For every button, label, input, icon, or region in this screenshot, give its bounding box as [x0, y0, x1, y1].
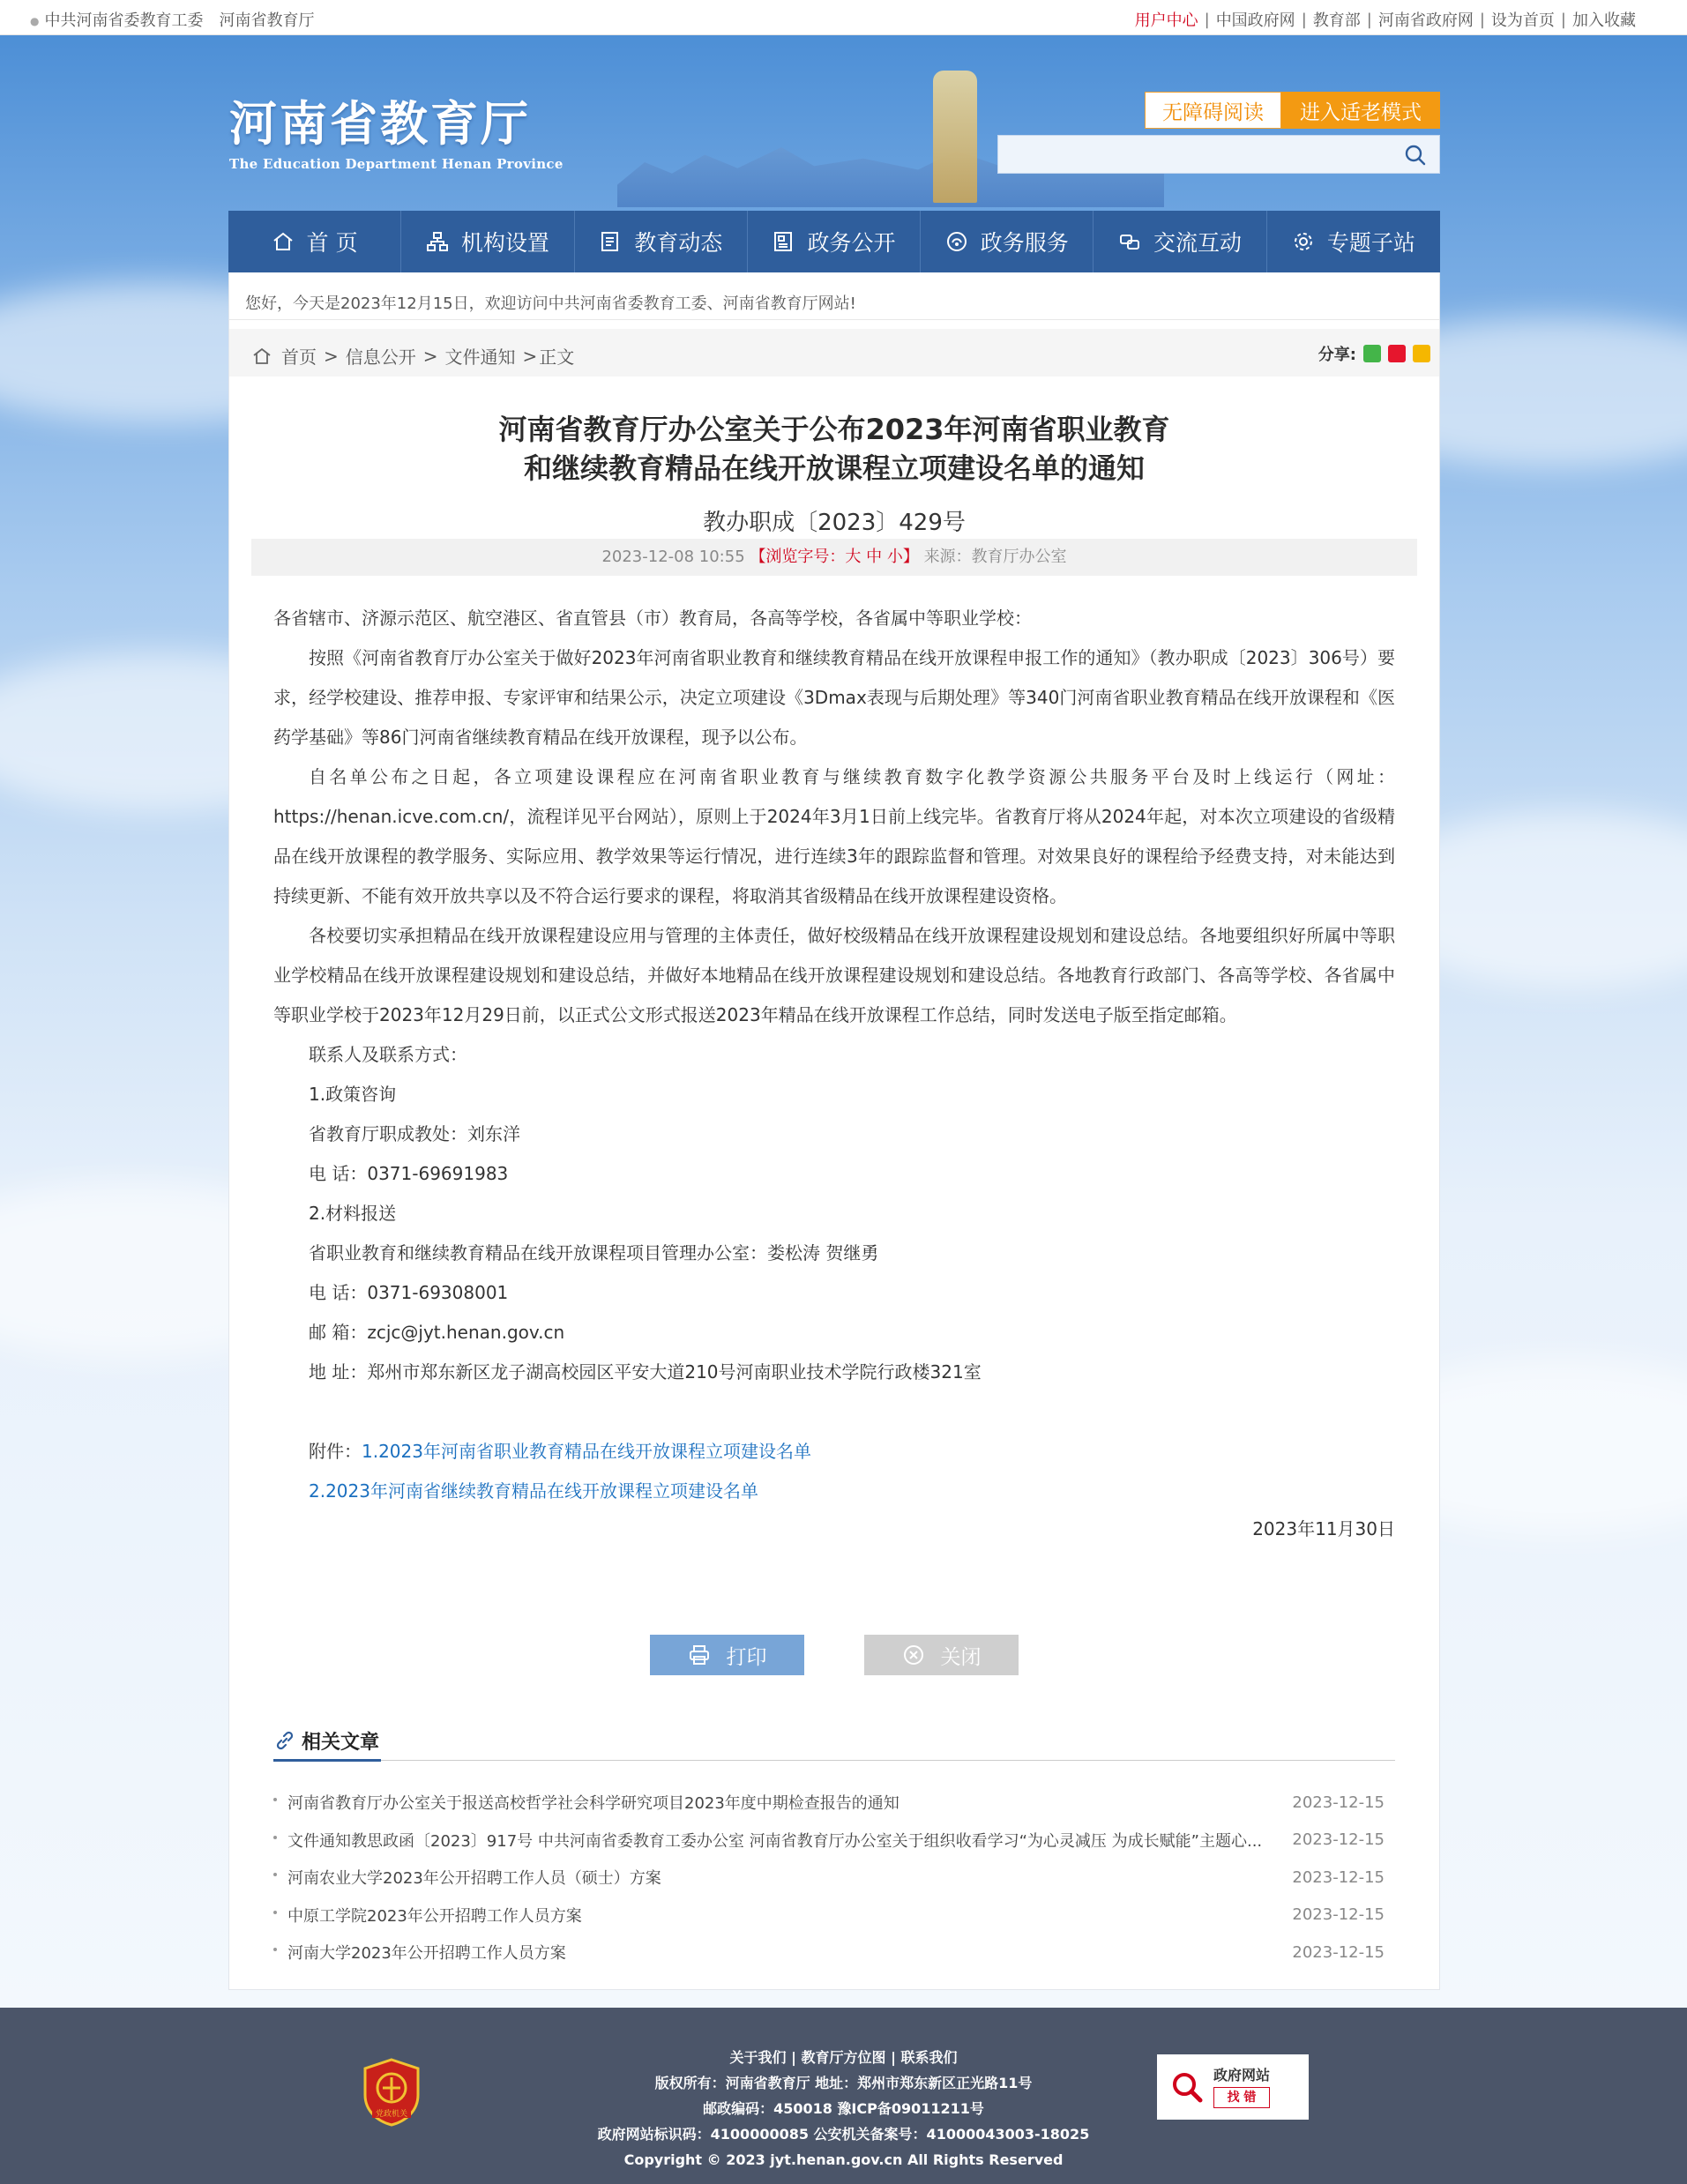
location-map-link[interactable]: 教育厅方位图	[801, 2049, 886, 2066]
moe-link[interactable]: 教育部	[1312, 11, 1361, 30]
printer-icon	[688, 1644, 711, 1666]
attachment-link-2[interactable]: 2.2023年河南省继续教育精品在线开放课程立项建设名单	[309, 1480, 758, 1502]
nav-topics[interactable]: 专题子站	[1267, 211, 1440, 272]
user-center-link[interactable]: 用户中心	[1134, 11, 1198, 30]
nav-gov-service[interactable]: 政务服务	[921, 211, 1094, 272]
contact-us-link[interactable]: 联系我们	[900, 2049, 958, 2066]
site-footer	[0, 2008, 1687, 2184]
signature-date: 2023年11月30日	[1252, 1518, 1395, 1539]
related-title[interactable]: 河南省教育厅办公室关于报送高校哲学社会科学研究项目2023年度中期检查报告的通知	[273, 1791, 899, 1814]
weibo-share-icon[interactable]	[1388, 345, 1406, 362]
related-articles-header	[273, 1722, 1395, 1761]
contact-heading: 联系人及联系方式：	[309, 1044, 467, 1065]
share-label: 分享:	[1318, 346, 1356, 364]
home-icon	[272, 230, 295, 253]
footer-links: 关于我们 | 教育厅方位图 | 联系我们	[729, 2049, 958, 2066]
contact-line: 1.政策咨询	[309, 1084, 397, 1105]
topbar-left	[30, 8, 314, 31]
related-articles-list	[273, 1784, 1395, 1972]
related-title[interactable]: 文件通知教思政函〔2023〕917号 中共河南省委教育工委办公室 河南省教育厅办公室关于组织收看学习“为心灵减压 为成长赋能”主题心...	[273, 1829, 1262, 1852]
contact-line: 电 话：0371-69691983	[309, 1163, 509, 1184]
topbar-link-party[interactable]: ● 中共河南省委教育工委	[30, 11, 204, 30]
magnifier-icon	[1169, 2069, 1205, 2105]
article-body	[273, 599, 1395, 1547]
list-item[interactable]	[273, 1822, 1395, 1860]
contact-line: 2.材料报送	[309, 1203, 397, 1224]
search-icon[interactable]	[1404, 144, 1427, 167]
topbar-right: 用户中心 | 中国政府网 | 教育部 | 河南省政府网 | 设为首页 | 加入收藏	[1135, 8, 1636, 31]
paragraph: 按照《河南省教育厅办公室关于做好2023年河南省职业教育和继续教育精品在线开放课程申报工作的通知》（教办职成〔2023〕306号）要求，经学校建设、推荐申报、专家评审和结果公示，决定立项建设《3Dmax表现与后期处理》等340门河南省职业教育精品在线开放课程和《医药学基础》等86门河南省继续教育精品在线开放课程，现予以公布。	[273, 647, 1395, 748]
svg-text:党政机关: 党政机关	[375, 2110, 408, 2119]
qzone-share-icon[interactable]	[1413, 345, 1430, 362]
close-icon	[902, 1644, 925, 1666]
gov-site-error-report[interactable]	[1157, 2054, 1309, 2120]
article-title: 河南省教育厅办公室关于公布2023年河南省职业教育 和继续教育精品在线开放课程立项建设名单的通知	[498, 413, 1170, 485]
breadcrumb-notices[interactable]: 文件通知	[444, 347, 516, 368]
salutation: 各省辖市、济源示范区、航空港区、省直管县（市）教育局，各高等学校，各省属中等职业学校：	[273, 607, 1032, 629]
related-date: 2023-12-15	[1292, 1830, 1385, 1850]
govfind-bottom: 找 错	[1213, 2087, 1270, 2108]
list-item[interactable]	[273, 1897, 1395, 1934]
close-button[interactable]: 关闭	[864, 1635, 1019, 1675]
henan-gov-link[interactable]: 河南省政府网	[1377, 11, 1474, 30]
nav-news[interactable]: 教育动态	[575, 211, 748, 272]
add-favorite-link[interactable]: 加入收藏	[1572, 11, 1636, 30]
accessible-reading-button[interactable]: 无障碍阅读	[1145, 92, 1281, 129]
related-title[interactable]: 河南大学2023年公开招聘工作人员方案	[273, 1941, 566, 1964]
doc-icon	[772, 230, 795, 253]
contact-line: 邮 箱：zcjc@jyt.henan.gov.cn	[309, 1322, 565, 1343]
govfind-top: 政府网站	[1213, 2067, 1271, 2083]
article-meta	[251, 539, 1417, 576]
paragraph: 自名单公布之日起，各立项建设课程应在河南省职业教育与继续教育数字化教学资源公共服务平台及时上线运行（网址：https://henan.icve.com.cn/，流程详见平台网站），原则上于2024年3月1日前上线完毕。省教育厅将从2024年起，对本次立项建设的省级精品在线开放课程的教学服务、实际应用、教学效果等运行情况，进行连续3年的跟踪监督和管理。对效果良好的课程给予经费支持，对未能达到持续更新、不能有效开放共享以及不符合运行要求的课程，将取消其省级精品在线开放课程建设资格。	[273, 766, 1395, 906]
link-icon	[273, 1729, 296, 1752]
main-nav	[228, 211, 1440, 272]
home-icon	[251, 346, 272, 367]
nav-gov-open[interactable]: 政务公开	[748, 211, 921, 272]
list-item[interactable]	[273, 1934, 1395, 1972]
breadcrumb-info[interactable]: 信息公开	[345, 347, 416, 368]
print-button[interactable]: 打印	[650, 1635, 804, 1675]
welcome-message: 您好，今天是2023年12月15日，欢迎访问中共河南省委教育工委、河南省教育厅网站!	[229, 272, 1439, 320]
related-date: 2023-12-15	[1292, 1905, 1385, 1925]
spacer	[273, 1392, 1395, 1432]
copyright: Copyright © 2023 jyt.henan.gov.cn All Rights Reserved	[623, 2151, 1064, 2168]
about-us-link[interactable]: 关于我们	[729, 2049, 787, 2066]
list-item[interactable]	[273, 1784, 1395, 1822]
site-logo[interactable]	[229, 86, 564, 172]
news-icon	[599, 230, 622, 253]
topbar-link-dept[interactable]: 河南省教育厅	[219, 11, 315, 30]
contact-line: 省职业教育和继续教育精品在线开放课程项目管理办公室：娄松涛 贺继勇	[309, 1242, 879, 1263]
share-bar	[1318, 342, 1430, 365]
attachment-link-1[interactable]: 1.2023年河南省职业教育精品在线开放课程立项建设名单	[362, 1441, 811, 1462]
attachment-line	[273, 1472, 1395, 1511]
contact-line: 电 话：0371-69308001	[309, 1282, 509, 1303]
site-ids: 政府网站标识码：4100000085 公安机关备案号：41000043003-18025	[597, 2126, 1090, 2143]
logo-subtitle: The Education Department Henan Province	[229, 156, 564, 172]
attachment-label: 附件：	[309, 1441, 362, 1462]
related-title[interactable]: 河南农业大学2023年公开招聘工作人员（硕士）方案	[273, 1866, 661, 1889]
related-date: 2023-12-15	[1292, 1793, 1385, 1812]
font-size-switch[interactable]: 【浏览字号：大 中 小】	[750, 548, 919, 566]
content-card	[228, 272, 1440, 1990]
postal-icp: 邮政编码：450018 豫ICP备09011211号	[703, 2100, 984, 2117]
chat-icon	[1118, 230, 1141, 253]
nav-org[interactable]: 机构设置	[401, 211, 574, 272]
gov-cn-link[interactable]: 中国政府网	[1215, 11, 1295, 30]
footer-info	[0, 2045, 1687, 2173]
related-heading: 相关文章	[302, 1732, 380, 1754]
breadcrumb: 首页 > 信息公开 > 文件通知 > 正文	[251, 343, 574, 369]
breadcrumb-bar	[229, 329, 1439, 376]
breadcrumb-home[interactable]: 首页	[281, 347, 317, 368]
nav-interaction[interactable]: 交流互动	[1094, 211, 1266, 272]
related-date: 2023-12-15	[1292, 1942, 1385, 1962]
logo-title: 河南省教育厅	[229, 95, 531, 152]
attachment-line	[273, 1432, 1395, 1472]
elder-mode-button[interactable]: 进入适老模式	[1281, 92, 1440, 129]
paragraph: 各校要切实承担精品在线开放课程建设应用与管理的主体责任，做好校级精品在线开放课程建设规划和建设总结。各地要组织好所属中等职业学校精品在线开放课程建设规划和建设总结，并做好本地精品在线开放课程建设规划和建设总结。各地教育行政部门、各高等学校、各省属中等职业学校于2023年12月29日前，以正式公文形式报送2023年精品在线开放课程工作总结，同时发送电子版至指定邮箱。	[273, 925, 1395, 1025]
article-source: 来源：教育厅办公室	[923, 548, 1067, 566]
wechat-share-icon[interactable]	[1363, 345, 1381, 362]
search-input[interactable]	[997, 135, 1440, 174]
document-number: 教办职成〔2023〕429号	[703, 510, 966, 536]
gear-icon	[1292, 230, 1315, 253]
related-date: 2023-12-15	[1292, 1867, 1385, 1887]
org-icon	[426, 230, 449, 253]
copyright-owner: 版权所有：河南省教育厅 地址：郑州市郑东新区正光路11号	[654, 2075, 1033, 2091]
service-icon	[945, 230, 968, 253]
set-homepage-link[interactable]: 设为首页	[1490, 11, 1555, 30]
contact-line: 地 址：郑州市郑东新区龙子湖高校园区平安大道210号河南职业技术学院行政楼321室	[309, 1361, 982, 1383]
contact-line: 省教育厅职成教处：刘东洋	[309, 1123, 520, 1144]
related-title[interactable]: 中原工学院2023年公开招聘工作人员方案	[273, 1904, 582, 1927]
top-utility-bar	[0, 0, 1687, 35]
nav-home[interactable]: 首 页	[228, 211, 401, 272]
breadcrumb-current: 正文	[539, 347, 575, 368]
publish-date: 2023-12-08 10:55	[601, 548, 745, 566]
list-item[interactable]	[273, 1859, 1395, 1897]
